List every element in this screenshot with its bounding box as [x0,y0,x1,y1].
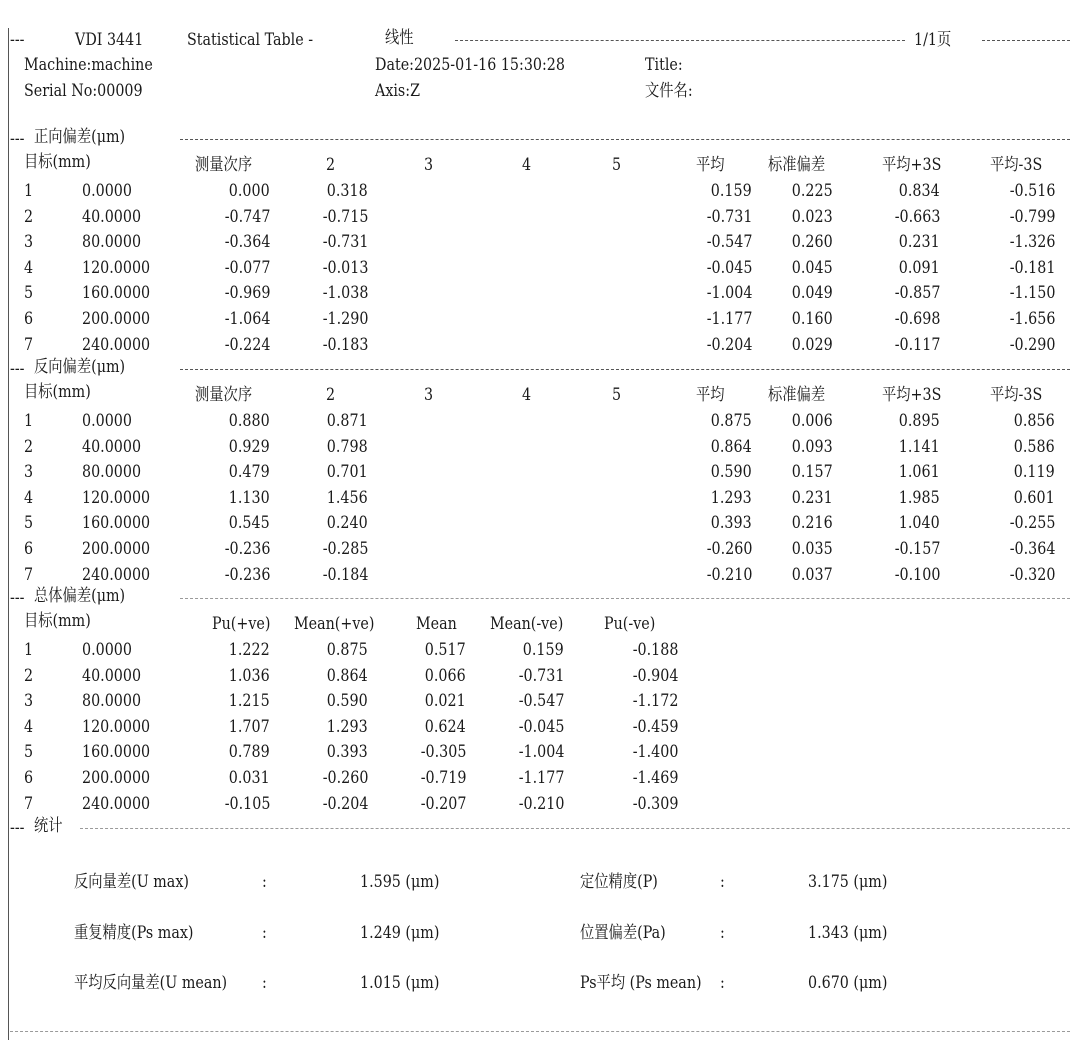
stat-value: 1.343 (μm) [808,923,888,943]
cell-avg: -0.204 [706,334,752,355]
row-index: 1 [24,411,34,431]
cell-m3s: -1.150 [1009,283,1055,304]
column-header: 5 [612,385,622,405]
cell-std: 0.035 [792,539,833,559]
total-cell-mean: 0.021 [425,691,466,712]
column-header: 2 [326,155,336,175]
cell-p3s: 0.091 [899,257,940,278]
date-label: Date:2025-01-16 15:30:28 [375,55,565,75]
row-target: 0.0000 [82,411,132,431]
cell-m1: 0.880 [229,411,270,431]
cell-avg: 0.864 [711,436,752,457]
header-rule-right [982,40,1070,41]
total-cell-pu_neg: -0.309 [632,793,678,814]
cell-m3s: -0.320 [1009,564,1055,585]
cell-p3s: 1.061 [899,462,940,483]
total-cell-mean_neg: -0.210 [518,793,564,814]
row-index: 4 [24,257,34,278]
total-cell-mean_pos: -0.260 [322,768,368,788]
stat-name: 定位精度(P) [580,872,658,892]
row-target: 0.0000 [82,640,132,660]
total-cell-pu_neg: -1.172 [632,691,678,712]
cell-avg: -0.260 [706,539,752,559]
row-target: 200.0000 [82,309,151,329]
cell-m3s: 0.601 [1014,487,1055,508]
cell-std: 0.049 [792,283,833,304]
cell-std: 0.093 [792,436,833,457]
stats-lead-dashes: --- [10,818,25,838]
total-section-rule [180,598,1070,599]
cell-avg: -0.547 [706,232,752,253]
cell-p3s: -0.857 [894,283,940,304]
cell-m3s: -0.290 [1009,334,1055,355]
cell-p3s: 0.231 [899,232,940,253]
cell-m3s: 0.856 [1014,411,1055,431]
row-target: 120.0000 [82,487,151,508]
total-cell-mean_neg: -0.547 [518,691,564,712]
cell-avg: 0.590 [711,462,752,483]
row-index: 6 [24,309,34,329]
report-left-border [8,28,9,1040]
cell-m3s: -0.799 [1009,206,1055,227]
cell-std: 0.231 [792,487,833,508]
stat-colon: : [262,973,267,993]
axis-label: Axis:Z [375,81,421,101]
row-index: 2 [24,665,34,686]
row-index: 4 [24,487,34,508]
total-cell-pu_pos: -0.105 [224,793,270,814]
cell-std: 0.023 [792,206,833,227]
cell-m2: -1.038 [322,283,368,304]
total-cell-mean_pos: 1.293 [327,716,368,737]
cell-m1: -0.224 [224,334,270,355]
section-1-label: 正向偏差(μm) [34,127,126,147]
row-target: 40.0000 [82,665,142,686]
column-header: 平均 [696,155,725,175]
total-cell-mean: 0.517 [425,640,466,660]
cell-m2: 0.240 [327,513,368,534]
total-cell-pu_pos: 1.707 [229,716,270,737]
total-cell-mean_pos: -0.204 [322,793,368,814]
cell-p3s: -0.117 [894,334,940,355]
cell-m2: 0.798 [327,436,368,457]
row-index: 7 [24,793,34,814]
cell-m3s: -1.326 [1009,232,1055,253]
column-header: 标准偏差 [768,155,826,175]
cell-avg: 0.159 [711,181,752,201]
cell-m1: -0.236 [224,564,270,585]
cell-m3s: 0.119 [1014,462,1055,483]
standard-label: VDI 3441 [75,30,144,50]
cell-m3s: 0.586 [1014,436,1055,457]
total-cell-mean: -0.207 [420,793,466,814]
row-index: 2 [24,206,34,227]
total-column-header: Pu(+ve) [212,614,271,634]
cell-std: 0.216 [792,513,833,534]
total-section-label: 总体偏差(μm) [34,586,126,606]
total-cell-mean_neg: -1.004 [518,742,564,763]
row-target: 80.0000 [82,691,142,712]
column-header: 4 [522,385,532,405]
row-target: 120.0000 [82,257,151,278]
total-column-header: Mean(+ve) [294,614,375,634]
column-header: 平均 [696,385,725,405]
total-cell-mean_pos: 0.393 [327,742,368,763]
machine-label: Machine:machine [24,55,153,75]
column-header: 4 [522,155,532,175]
stat-value: 3.175 (μm) [808,872,888,892]
total-cell-pu_pos: 1.222 [229,640,270,660]
section-2-lead-dashes: --- [10,359,25,379]
cell-avg: -0.210 [706,564,752,585]
stat-value: 0.670 (μm) [808,973,888,993]
row-index: 1 [24,181,34,201]
row-index: 3 [24,691,34,712]
column-header: 平均-3S [990,155,1043,175]
cell-avg: -1.177 [706,309,752,329]
cell-m1: -0.747 [224,206,270,227]
cell-m2: -0.285 [322,539,368,559]
cell-m1: -0.077 [224,257,270,278]
total-cell-mean_pos: 0.590 [327,691,368,712]
total-lead-dashes: --- [10,588,25,608]
cell-m1: -0.364 [224,232,270,253]
cell-p3s: -0.100 [894,564,940,585]
column-header: 2 [326,385,336,405]
stats-section-rule [80,828,1070,829]
cell-avg: 0.393 [711,513,752,534]
row-index: 5 [24,513,34,534]
row-target: 80.0000 [82,462,142,483]
total-cell-mean: 0.624 [425,716,466,737]
stat-colon: : [720,872,725,892]
row-target: 40.0000 [82,436,142,457]
column-header: 平均+3S [882,155,942,175]
stat-value: 1.249 (μm) [360,923,440,943]
cell-std: 0.160 [792,309,833,329]
column-header: 5 [612,155,622,175]
row-target: 80.0000 [82,232,142,253]
target-header: 目标(mm) [24,152,91,172]
column-header: 测量次序 [195,385,253,405]
stat-name: 反向量差(U max) [74,872,189,892]
row-index: 2 [24,436,34,457]
cell-p3s: 0.834 [899,181,940,201]
mode-label: 线性 [385,28,414,48]
cell-m1: 0.929 [229,436,270,457]
total-cell-mean_neg: -1.177 [518,768,564,788]
stat-colon: : [262,872,267,892]
serial-label: Serial No:00009 [24,81,143,101]
cell-std: 0.006 [792,411,833,431]
cell-m1: 1.130 [229,487,270,508]
stat-colon: : [720,923,725,943]
cell-m3s: -1.656 [1009,309,1055,329]
target-header: 目标(mm) [24,382,91,402]
cell-m1: -0.969 [224,283,270,304]
total-cell-pu_neg: -1.469 [632,768,678,788]
row-target: 40.0000 [82,206,142,227]
row-index: 3 [24,462,34,483]
cell-std: 0.225 [792,181,833,201]
cell-m3s: -0.255 [1009,513,1055,534]
row-target: 160.0000 [82,513,151,534]
cell-p3s: 1.985 [899,487,940,508]
total-cell-mean: -0.305 [420,742,466,763]
stat-name: 重复精度(Ps max) [74,923,194,943]
cell-std: 0.029 [792,334,833,355]
cell-m2: -0.731 [322,232,368,253]
row-target: 0.0000 [82,181,132,201]
row-index: 5 [24,742,34,763]
cell-m3s: -0.364 [1009,539,1055,559]
stat-name: Ps平均 (Ps mean) [580,973,702,993]
section-1-lead-dashes: --- [10,129,25,149]
cell-m2: 1.456 [327,487,368,508]
row-target: 160.0000 [82,283,151,304]
header-rule-left [455,40,905,41]
cell-p3s: 0.895 [899,411,940,431]
column-header: 平均-3S [990,385,1043,405]
row-index: 4 [24,716,34,737]
cell-avg: -0.045 [706,257,752,278]
stat-colon: : [262,923,267,943]
page-number: 1/1页 [914,30,952,50]
cell-p3s: -0.698 [894,309,940,329]
stat-name: 位置偏差(Pa) [580,923,666,943]
total-cell-mean_neg: 0.159 [523,640,564,660]
total-cell-mean_neg: -0.731 [518,665,564,686]
row-index: 5 [24,283,34,304]
cell-m1: 0.000 [229,181,270,201]
row-target: 240.0000 [82,334,151,355]
cell-m2: 0.871 [327,411,368,431]
row-target: 240.0000 [82,793,151,814]
total-cell-pu_neg: -0.188 [632,640,678,660]
total-cell-mean: -0.719 [420,768,466,788]
stat-name: 平均反向量差(U mean) [74,973,228,993]
cell-p3s: 1.141 [899,436,940,457]
section-2-label: 反向偏差(μm) [34,357,126,377]
row-target: 200.0000 [82,768,151,788]
row-index: 1 [24,640,34,660]
target-header: 目标(mm) [24,611,91,631]
header-dashes: --- [10,30,25,50]
cell-avg: -1.004 [706,283,752,304]
cell-m3s: -0.181 [1009,257,1055,278]
total-cell-mean: 0.066 [425,665,466,686]
cell-avg: -0.731 [706,206,752,227]
total-cell-pu_neg: -0.904 [632,665,678,686]
cell-std: 0.157 [792,462,833,483]
column-header: 3 [424,385,434,405]
total-column-header: Mean [416,614,457,634]
row-index: 7 [24,564,34,585]
cell-p3s: -0.157 [894,539,940,559]
column-header: 3 [424,155,434,175]
total-cell-pu_pos: 0.789 [229,742,270,763]
total-cell-mean_pos: 0.864 [327,665,368,686]
total-column-header: Mean(-ve) [490,614,564,634]
total-cell-pu_neg: -0.459 [632,716,678,737]
cell-m2: -0.013 [322,257,368,278]
cell-avg: 1.293 [711,487,752,508]
table-title: Statistical Table - [187,30,314,50]
cell-m2: -1.290 [322,309,368,329]
cell-m1: -0.236 [224,539,270,559]
cell-std: 0.037 [792,564,833,585]
cell-m1: -1.064 [224,309,270,329]
stat-colon: : [720,973,725,993]
row-target: 160.0000 [82,742,151,763]
total-cell-pu_pos: 1.215 [229,691,270,712]
cell-m2: 0.318 [327,181,368,201]
total-cell-pu_pos: 0.031 [229,768,270,788]
cell-p3s: 1.040 [899,513,940,534]
cell-m3s: -0.516 [1009,181,1055,201]
row-index: 7 [24,334,34,355]
cell-m2: 0.701 [327,462,368,483]
row-index: 6 [24,768,34,788]
cell-m1: 0.479 [229,462,270,483]
row-target: 120.0000 [82,716,151,737]
cell-m2: -0.183 [322,334,368,355]
row-target: 200.0000 [82,539,151,559]
section-1-rule [180,139,1070,140]
section-2-rule [180,369,1070,370]
row-target: 240.0000 [82,564,151,585]
cell-std: 0.045 [792,257,833,278]
cell-std: 0.260 [792,232,833,253]
total-cell-mean_pos: 0.875 [327,640,368,660]
cell-m2: -0.715 [322,206,368,227]
row-index: 3 [24,232,34,253]
column-header: 测量次序 [195,155,253,175]
column-header: 标准偏差 [768,385,826,405]
stats-section-label: 统计 [34,816,63,836]
cell-p3s: -0.663 [894,206,940,227]
stat-value: 1.015 (μm) [360,973,440,993]
stat-value: 1.595 (μm) [360,872,440,892]
cell-avg: 0.875 [711,411,752,431]
cell-m2: -0.184 [322,564,368,585]
total-cell-mean_neg: -0.045 [518,716,564,737]
footer-rule [10,1031,1070,1032]
filename-label: 文件名: [645,81,693,101]
column-header: 平均+3S [882,385,942,405]
title-label: Title: [645,55,683,75]
row-index: 6 [24,539,34,559]
total-cell-pu_neg: -1.400 [632,742,678,763]
total-cell-pu_pos: 1.036 [229,665,270,686]
cell-m1: 0.545 [229,513,270,534]
total-column-header: Pu(-ve) [604,614,656,634]
